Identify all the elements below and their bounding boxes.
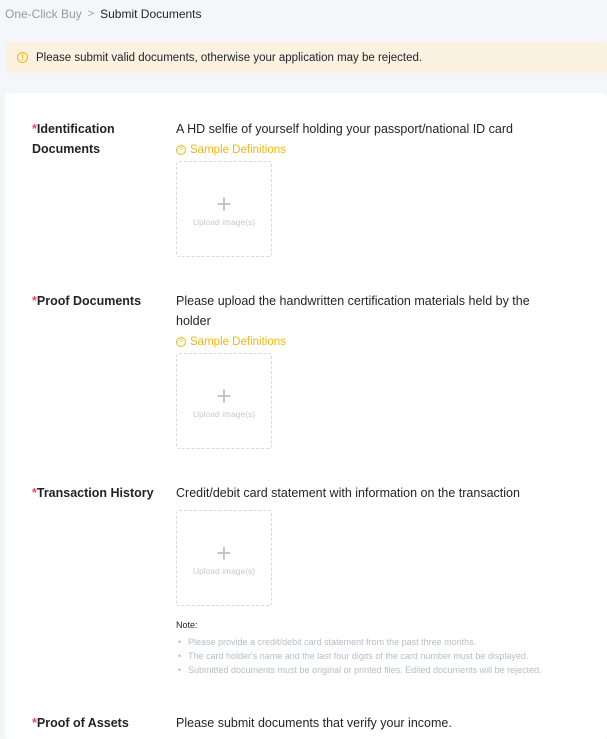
upload-button[interactable]: + Upload image(s) <box>176 510 272 606</box>
field-description: Please upload the handwritten certification materials held by the holder <box>176 294 530 328</box>
note-item: • Please provide a credit/debit card statement from the past three months. <box>176 635 597 649</box>
field-description: A HD selfie of yourself holding your passport/national ID card <box>176 122 513 136</box>
note-item: • Submitted documents must be original or printed files. Edited documents will be rejected. <box>176 663 597 677</box>
field-description: Please submit documents that verify your income. <box>176 716 452 730</box>
field-description: Credit/debit card statement with information on the transaction <box>176 486 520 500</box>
field-label: *Transaction History <box>32 486 154 500</box>
field-label: *Proof of Assets <box>32 716 129 730</box>
note-item: • The card holder's name and the last four digits of the card number must be displayed. <box>176 649 597 663</box>
plus-icon: + <box>216 538 232 568</box>
warning-text: Please submit valid documents, otherwise your application may be rejected. <box>36 51 423 64</box>
upload-button[interactable]: + Upload image(s) <box>176 353 272 449</box>
field-label: *Identification Documents <box>32 122 115 156</box>
sample-definitions-link[interactable]: ? Sample Definitions <box>176 144 597 156</box>
chevron-right-icon: > <box>87 8 95 20</box>
warning-circle-icon: ! <box>17 52 28 63</box>
sample-definitions-link[interactable]: ? Sample Definitions <box>176 336 567 348</box>
warning-banner <box>5 42 607 73</box>
plus-icon: + <box>216 189 232 219</box>
field-label: *Proof Documents <box>32 294 142 308</box>
question-circle-icon: ? <box>176 145 186 155</box>
question-circle-icon: ? <box>176 337 186 347</box>
documents-form <box>5 93 607 739</box>
upload-button[interactable]: + Upload image(s) <box>176 161 272 257</box>
breadcrumb-parent-link[interactable]: One-Click Buy <box>5 7 82 21</box>
note: Note: • Please provide a credit/debit card statement from the past three months. • The card holder's name and the last four digits of the card number must be displayed. • Submitted documents must be original or printed files. Edited documents will be rejected. <box>176 620 597 677</box>
plus-icon: + <box>216 381 232 411</box>
breadcrumb <box>5 7 202 21</box>
breadcrumb-current: Submit Documents <box>100 7 202 21</box>
